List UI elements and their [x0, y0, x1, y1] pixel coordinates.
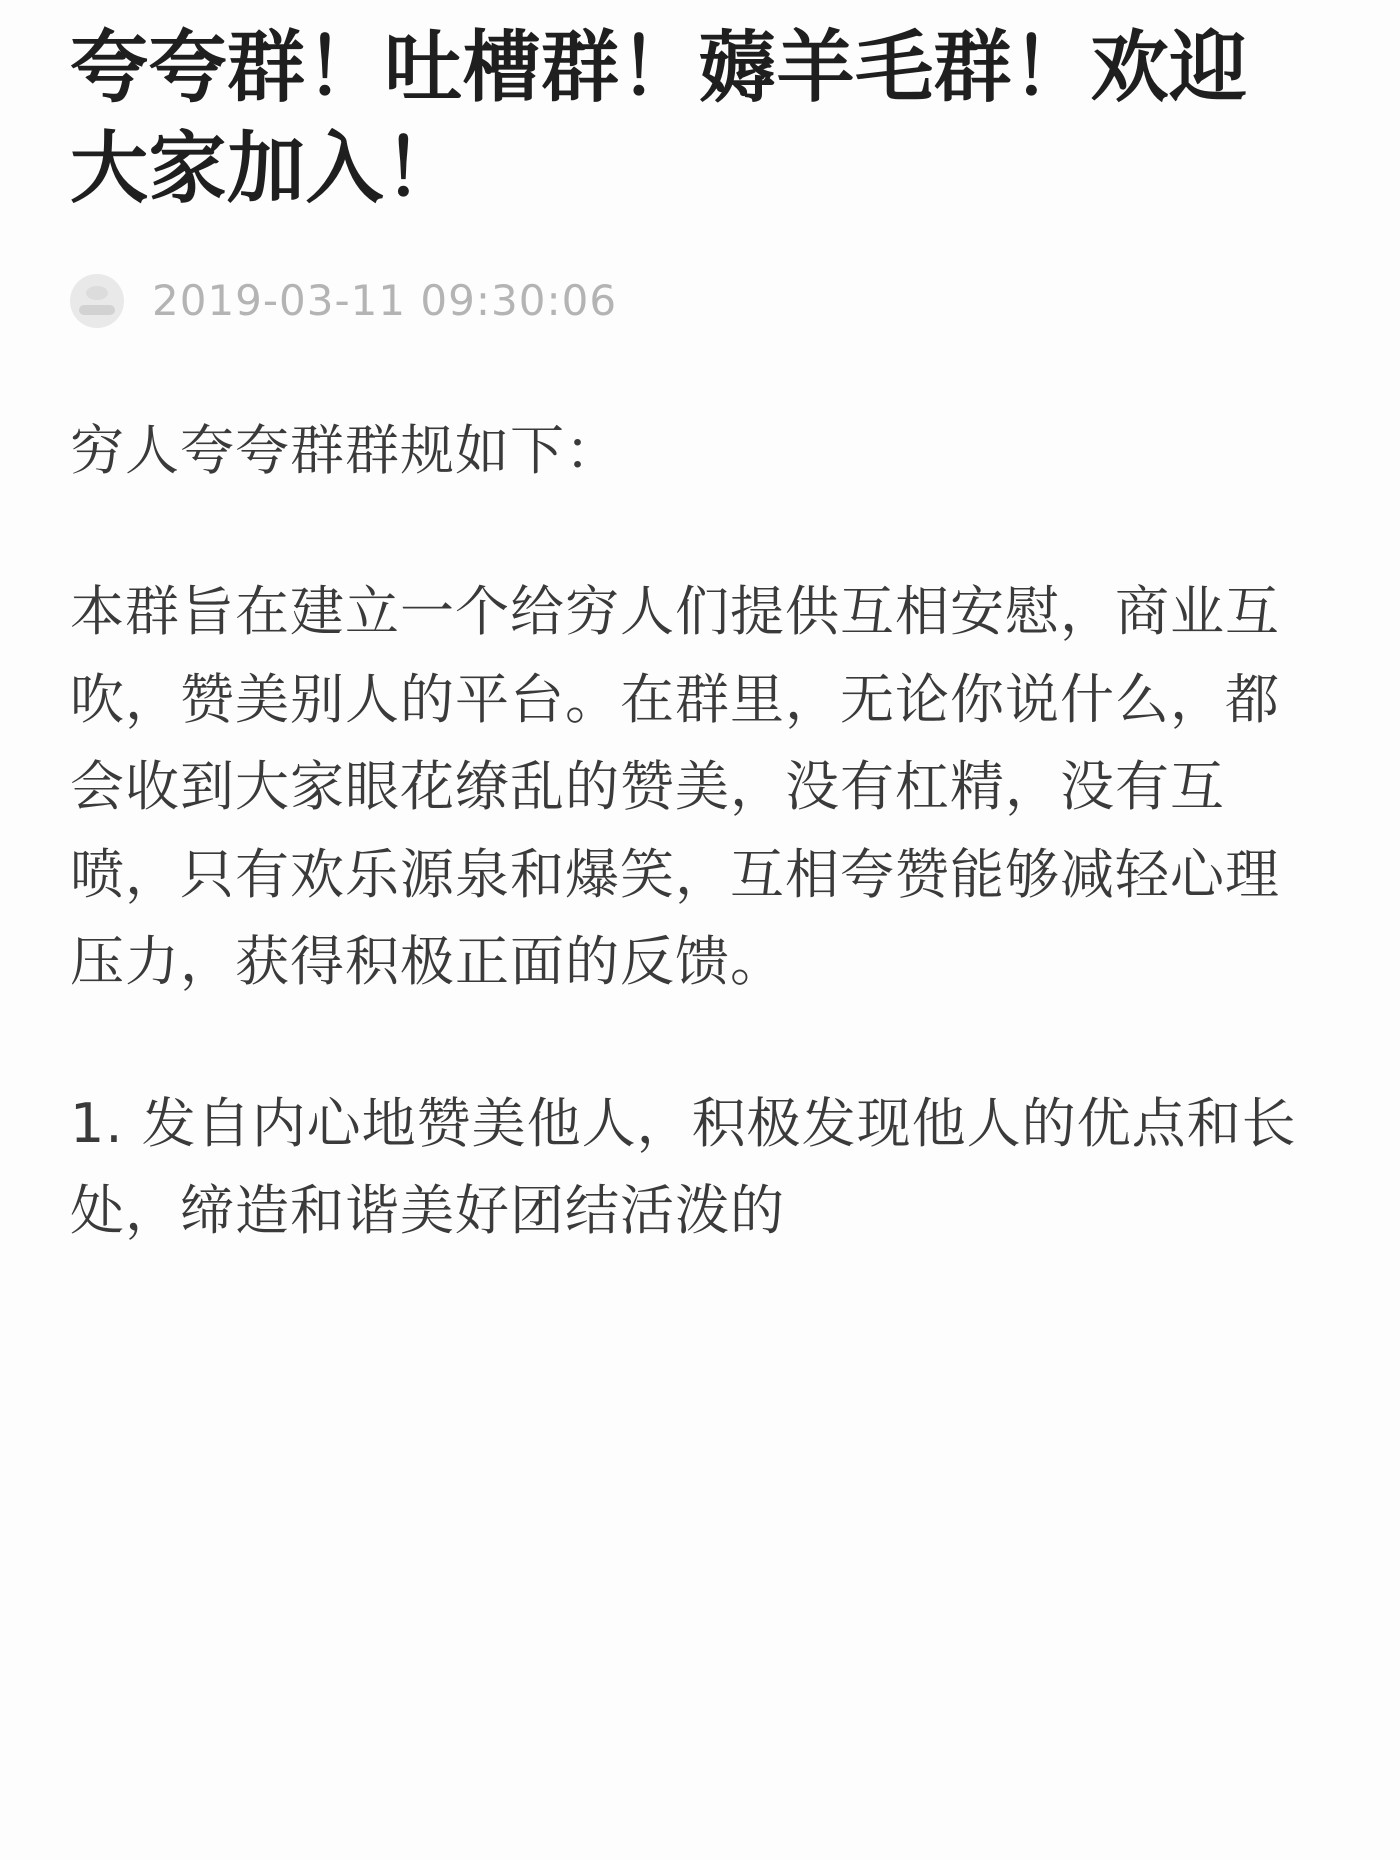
article-body [70, 407, 1330, 1255]
paragraph: 本群旨在建立一个给穷人们提供互相安慰，商业互吹，赞美别人的平台。在群里，无论你说什么，都会收到大家眼花缭乱的赞美，没有杠精，没有互喷，只有欢乐源泉和爆笑，互相夸赞能够减轻心理压力，获得积极正面的反馈。 [70, 580, 1280, 994]
page-title: 夸夸群！吐槽群！薅羊毛群！欢迎大家加入！ [70, 23, 1248, 215]
paragraph: 穷人夸夸群群规如下： [70, 418, 620, 482]
paragraph: 1. 发自内心地赞美他人，积极发现他人的优点和长处，缔造和谐美好团结活泼的 [70, 1091, 1297, 1243]
article-meta [70, 273, 1330, 329]
avatar [70, 274, 124, 328]
publish-timestamp: 2019-03-11 09:30:06 [152, 276, 618, 326]
